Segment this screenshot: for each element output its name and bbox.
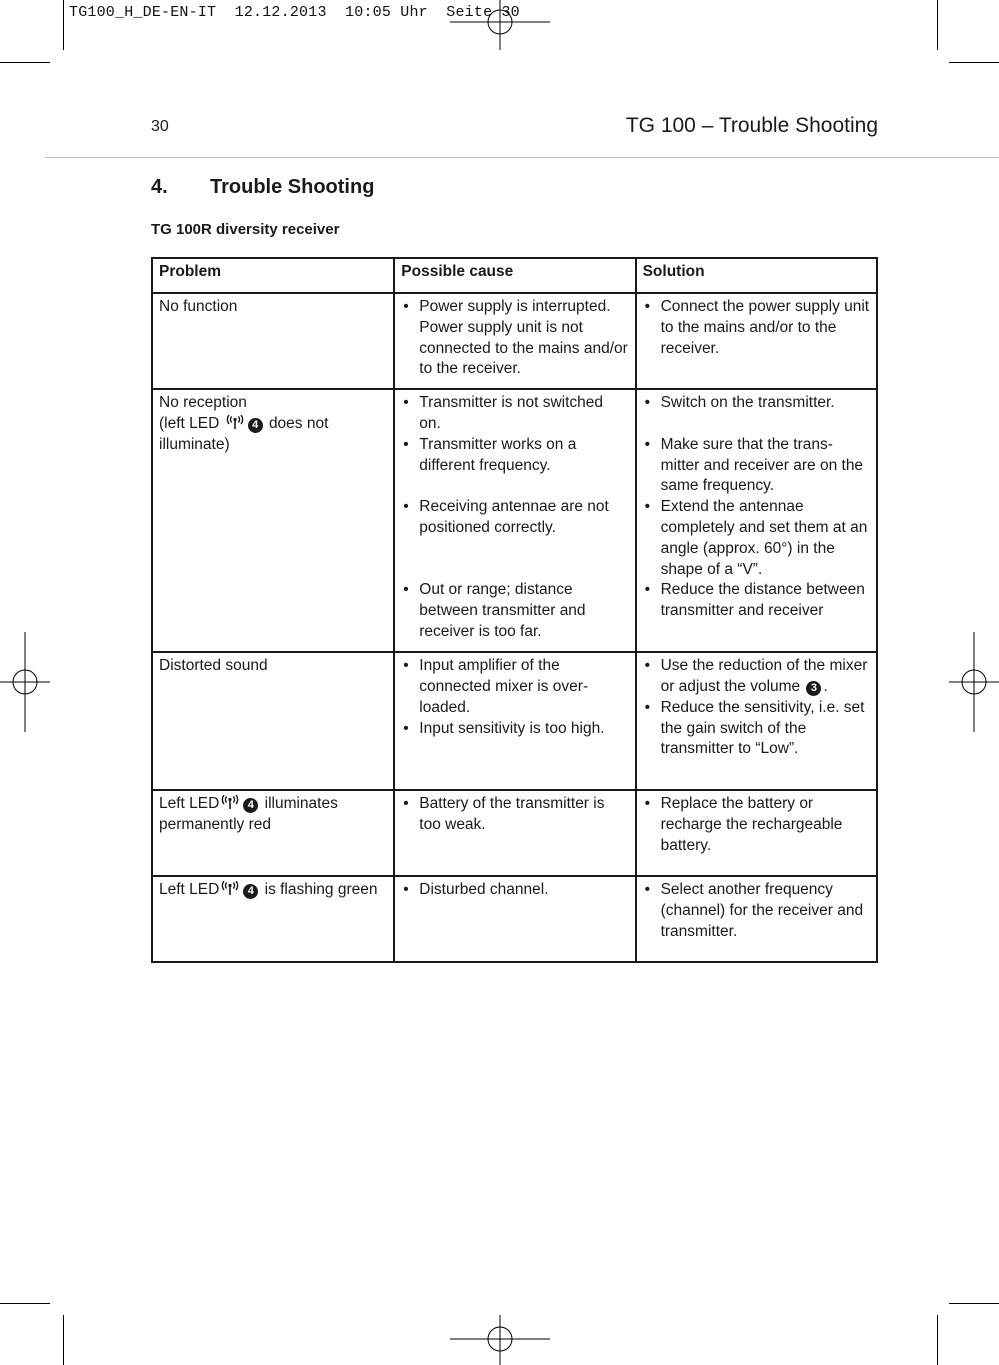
header-problem: Problem [152, 258, 394, 293]
list-item: • Input amplifier of the connected mixer is over- loaded. [401, 656, 628, 718]
cause-cell [394, 389, 635, 652]
list-item-text: Use the reduction of the mixer or adjust the volume [660, 657, 868, 695]
table-row [152, 389, 877, 652]
solution-cell [636, 876, 877, 962]
registration-mark-icon [0, 632, 50, 732]
solution-cell [636, 652, 877, 790]
list-item: • Disturbed channel. [401, 880, 628, 901]
list-item-text: . [823, 677, 828, 695]
table-header-row [152, 258, 877, 293]
antenna-led-icon [221, 795, 239, 809]
list-item: • Connect the power supply unit to the mains and/or to the receiver. [643, 297, 870, 359]
table-row [152, 293, 877, 389]
problem-cell [152, 652, 394, 790]
chapter-number: 4. [151, 176, 168, 198]
crop-mark [937, 1315, 938, 1365]
list-item: • Power supply is interrupted. Power supply unit is not connected to the mains and/or to the receiver. [401, 297, 628, 380]
callout-badge: 4 [243, 884, 258, 899]
problem-text: No reception [159, 394, 247, 412]
callout-badge: 4 [243, 798, 258, 813]
crop-mark [937, 0, 938, 50]
header-rule [45, 157, 999, 158]
crop-mark [949, 62, 999, 63]
callout-badge: 4 [248, 418, 263, 433]
problem-text: No function [159, 298, 238, 315]
problem-text: Distorted sound [159, 657, 268, 675]
header-solution: Solution [636, 258, 877, 293]
solution-cell [636, 790, 877, 876]
antenna-led-icon [226, 415, 244, 429]
antenna-led-icon [221, 881, 239, 895]
problem-text-part: illuminates permanently red [159, 795, 338, 833]
problem-cell [152, 389, 394, 652]
problem-text [159, 414, 387, 456]
running-header: TG 100 – Trouble Shooting [625, 114, 878, 137]
table-row [152, 790, 877, 876]
problem-cell [152, 293, 394, 389]
registration-mark-icon [450, 0, 550, 50]
problem-text-part: Left LED [159, 881, 220, 899]
crop-mark [63, 1315, 64, 1365]
chapter-title: Trouble Shooting [210, 176, 375, 198]
chapter-heading [151, 176, 374, 199]
list-item: • Extend the antennae completely and set them at an angle (approx. 60°) in the shape of a “V”. [643, 497, 870, 580]
problem-cell [152, 876, 394, 962]
crop-mark [949, 1303, 999, 1304]
cause-cell [394, 652, 635, 790]
list-item: • Switch on the transmitter. [643, 393, 870, 414]
problem-cell [152, 790, 394, 876]
crop-mark [63, 0, 64, 50]
cause-cell [394, 790, 635, 876]
header-cause: Possible cause [394, 258, 635, 293]
table-row [152, 652, 877, 790]
list-item: • Receiving antennae are not positioned correctly. [401, 497, 628, 539]
table-row [152, 876, 877, 962]
page-number: 30 [151, 118, 169, 135]
problem-text-part: is flashing green [264, 881, 378, 899]
list-item: • Replace the battery or recharge the rechargeable battery. [643, 794, 870, 856]
print-slug: TG100_H_DE-EN-IT 12.12.2013 10:05 Uhr Seite 30 [69, 4, 520, 21]
list-item: • Make sure that the trans- mitter and receiver are on the same frequency. [643, 435, 870, 497]
list-item: • Out or range; distance between transmitter and receiver is too far. [401, 580, 628, 642]
list-item: • Transmitter is not switched on. [401, 393, 628, 435]
list-item: • Transmitter works on a different frequency. [401, 435, 628, 477]
cause-cell [394, 293, 635, 389]
list-item: • Select another frequency (channel) for the receiver and transmitter. [643, 880, 870, 942]
list-item: • Reduce the distance between transmitter and receiver [643, 580, 870, 622]
problem-text-part: Left LED [159, 795, 220, 813]
list-item [643, 656, 870, 698]
list-item: • Input sensitivity is too high. [401, 719, 628, 740]
registration-mark-icon [450, 1315, 550, 1365]
list-item: • Battery of the transmitter is too weak. [401, 794, 628, 836]
crop-mark [0, 1303, 50, 1304]
solution-cell [636, 293, 877, 389]
problem-text-part: (left LED [159, 414, 220, 432]
crop-mark [0, 62, 50, 63]
section-heading: TG 100R diversity receiver [151, 221, 340, 238]
solution-cell [636, 389, 877, 652]
cause-cell [394, 876, 635, 962]
troubleshooting-table [151, 257, 878, 963]
callout-badge: 3 [806, 681, 821, 696]
problem-text-part: does not illuminate) [159, 414, 329, 453]
registration-mark-icon [949, 632, 999, 732]
list-item: • Reduce the sensitivity, i.e. set the gain switch of the transmitter to “Low”. [643, 698, 870, 760]
